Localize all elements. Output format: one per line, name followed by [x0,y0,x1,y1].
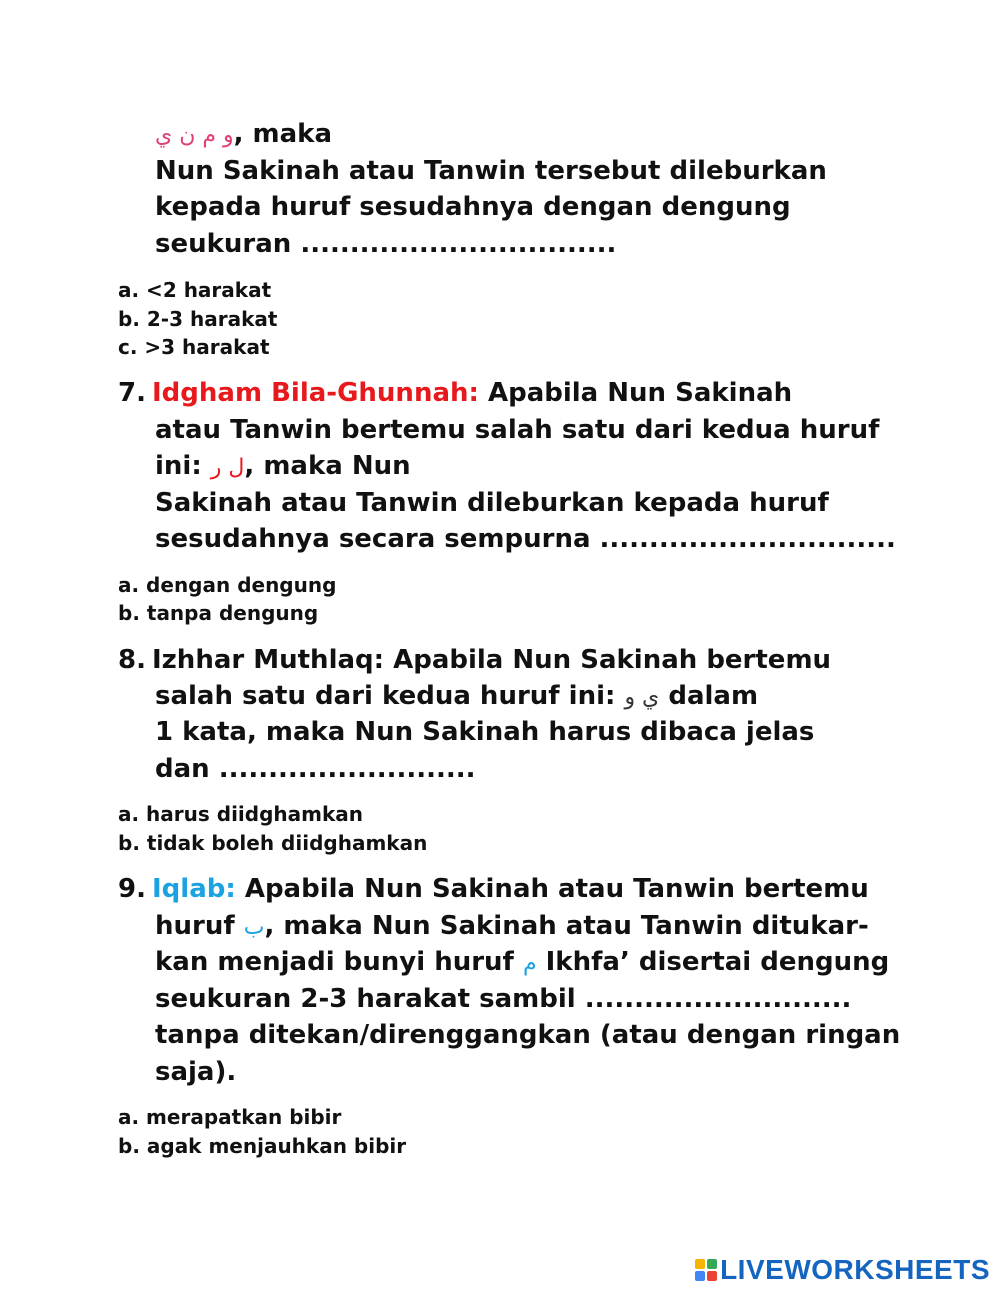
q7-line-2: atau Tanwin bertemu salah satu dari kedua huruf [155,415,880,445]
q7-number: 7. [118,378,146,408]
q8-line-3: 1 kata, maka Nun Sakinah harus dibaca jelas [155,717,815,747]
q7-arabic-letters: ل ر [210,455,245,480]
q9-line-2-tail: , maka Nun Sakinah atau Tanwin ditukar- [264,911,869,941]
q9-arabic-ba: ب [243,915,265,940]
q6-intro-line [155,116,332,154]
q7-line-1 [152,375,792,411]
q9-line-2 [155,908,869,946]
q9-arabic-mim: م [522,951,537,976]
q8-arabic-letters: ي و [624,685,660,710]
q9-line-4: seukuran 2-3 harakat sambil ........................... [155,984,852,1014]
q6-option-b[interactable]: b. 2-3 harakat [118,307,278,331]
logo-square-green [707,1259,717,1269]
brand-name: LIVEWORKSHEETS [720,1254,990,1285]
liveworksheets-logo-icon [695,1259,717,1281]
q7-line-1-tail: Apabila Nun Sakinah [478,378,793,408]
q9-number: 9. [118,874,146,904]
q8-line-4: dan .......................... [155,754,476,784]
q9-line-3-head: kan menjadi bunyi huruf [155,947,523,977]
q8-number: 8. [118,645,146,675]
q6-line-3: seukuran ................................ [155,229,617,259]
q7-line-3-tail: , maka Nun [244,451,411,481]
q6-line-1: Nun Sakinah atau Tanwin tersebut dileburkan [155,156,827,186]
q9-line-1 [152,871,869,907]
q9-title: Iqlab: [152,874,236,904]
q9-line-5: tanpa ditekan/direnggangkan (atau dengan ringan [155,1020,901,1050]
q6-option-c[interactable]: c. >3 harakat [118,335,270,359]
logo-square-yellow [695,1259,705,1269]
q8-option-a[interactable]: a. harus diidghamkan [118,802,364,826]
q7-line-3 [155,448,411,486]
q9-line-6: saja). [155,1057,237,1087]
q7-line-5: sesudahnya secara sempurna .............................. [155,524,896,554]
q9-option-a[interactable]: a. merapatkan bibir [118,1105,342,1129]
q9-line-3-tail: Ikhfa’ disertai dengung [536,947,890,977]
q8-line-2-tail: dalam [659,681,759,711]
q7-line-3-head: ini: [155,451,211,481]
q8-option-b[interactable]: b. tidak boleh diidghamkan [118,831,428,855]
q9-line-1-tail: Apabila Nun Sakinah atau Tanwin bertemu [235,874,869,904]
logo-square-blue [695,1271,705,1281]
q9-option-b[interactable]: b. agak menjauhkan bibir [118,1134,407,1158]
q9-line-2-head: huruf [155,911,244,941]
q7-option-b[interactable]: b. tanpa dengung [118,601,319,625]
q9-line-3 [155,944,889,982]
q6-arabic-letters: و م ن ي [155,123,234,148]
q7-title: Idgham Bila-Ghunnah: [152,378,479,408]
liveworksheets-brand[interactable] [695,1254,990,1286]
q6-line-2: kepada huruf sesudahnya dengan dengung [155,192,791,222]
q6-option-a[interactable]: a. <2 harakat [118,278,272,302]
q7-option-a[interactable]: a. dengan dengung [118,573,337,597]
q8-line-1: Izhhar Muthlaq: Apabila Nun Sakinah bertemu [152,645,832,675]
q8-line-2 [155,678,758,716]
q6-intro-tail: , maka [233,119,333,149]
q7-line-4: Sakinah atau Tanwin dileburkan kepada huruf [155,488,829,518]
logo-square-red [707,1271,717,1281]
q8-line-2-head: salah satu dari kedua huruf ini: [155,681,625,711]
